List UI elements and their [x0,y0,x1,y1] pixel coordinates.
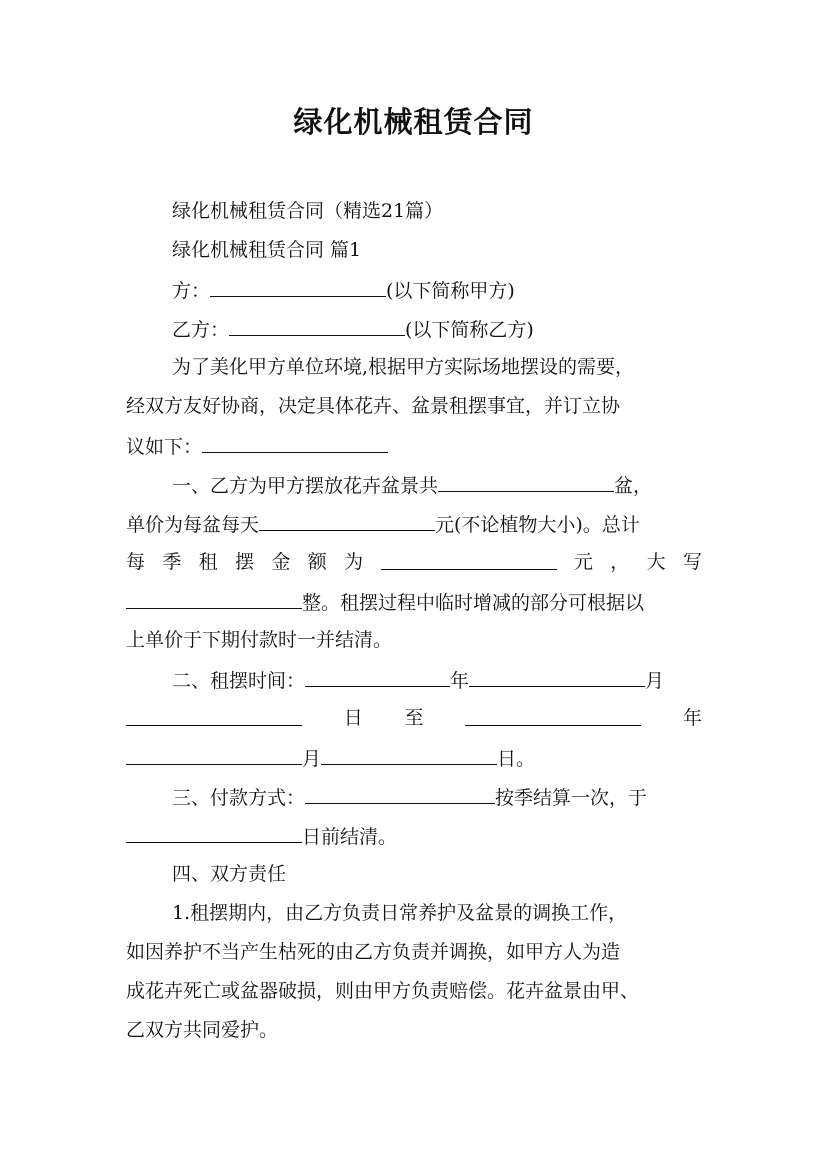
char: ， [610,551,630,573]
end-month-label: 月 [302,748,322,770]
party-a-label: 方： [172,280,211,302]
section-heading: 绿化机械租赁合同 篇1 [172,239,362,261]
clause-3-line-2 [126,816,702,855]
party-b-label: 乙方： [172,319,230,341]
start-year-blank [305,660,450,687]
start-month-blank [469,660,645,687]
end-day-label: 日。 [497,748,536,770]
char: 每 [126,551,146,573]
unit-price-label: 单价为每盆每天 [126,514,260,536]
end-month-blank [126,738,302,765]
clause-1-line-4 [126,582,702,621]
year-label: 年 [450,670,470,692]
char: 金 [271,551,291,573]
clause-1-line-1 [126,465,702,504]
season-total-blank [381,543,557,570]
char: 季 [162,551,182,573]
end-day-blank [321,738,497,765]
char: 租 [198,551,218,573]
party-a-blank [210,270,386,297]
clause-1-text: 一、乙方为甲方摆放花卉盆景共 [172,475,439,497]
clause-1-line-3 [126,543,702,582]
clause-3-line-1 [126,777,702,816]
amount-in-words-blank [126,582,302,609]
payment-end-text: 日前结清。 [302,826,398,848]
party-b-line [126,309,702,348]
intro-line-3-text: 议如下： [126,436,203,458]
clause-4-line-1: 1.租摆期内，由乙方负责日常养护及盆景的调换工作， [172,902,628,924]
char: 为 [344,551,364,573]
document-title: 绿化机械租赁合同 [293,105,534,139]
to-label: 至 [404,707,424,729]
intro-blank [202,426,388,453]
clause-2-line-1 [126,660,702,699]
payment-mid-text: 按季结算一次，于 [495,787,648,809]
char: 写 [682,551,702,573]
pot-count-blank [438,465,614,492]
intro-line-1: 为了美化甲方单位环境,根据甲方实际场地摆设的需要， [172,356,635,378]
day-label: 日 [343,707,363,729]
intro-line-3 [126,426,702,465]
payment-label: 三、付款方式： [172,787,306,809]
clause-1-line-5: 上单价于下期付款时一并结清。 [126,629,393,651]
unit-price-blank [259,504,435,531]
char: 大 [646,551,666,573]
clause-1-line-2 [126,504,702,543]
char: 元 [573,551,593,573]
clause-1-unit: 盆， [614,475,653,497]
party-a-suffix: (以下简称甲方) [386,280,515,302]
end-year-blank [465,699,641,726]
document-body [126,192,702,1050]
payment-method-blank [305,777,495,804]
char: 摆 [235,551,255,573]
clause-4-line-2: 如因养护不当产生枯死的由乙方负责并调换，如甲方人为造 [126,941,621,963]
intro-line-2: 经双方友好协商，决定具体花卉、盆景租摆事宜，并订立协 [126,395,621,417]
clause-2-line-2 [126,699,702,738]
start-day-blank [126,699,302,726]
subtitle: 绿化机械租赁合同（精选21篇） [172,200,444,222]
month-label: 月 [645,670,665,692]
end-year-label: 年 [682,707,702,729]
unit-price-suffix: 元(不论植物大小)。总计 [435,514,640,536]
char: 额 [307,551,327,573]
clause-1-line-4-text: 整。租摆过程中临时增减的部分可根据以 [302,592,645,614]
party-b-suffix: (以下简称乙方) [405,319,534,341]
party-b-blank [229,309,405,336]
payment-date-blank [126,816,302,843]
clause-4-line-3: 成花卉死亡或盆器破损，则由甲方负责赔偿。花卉盆景由甲、 [126,980,640,1002]
clause-4-heading: 四、双方责任 [172,863,287,885]
clause-2-line-3 [126,738,702,777]
party-a-line [126,270,702,309]
clause-4-line-4: 乙双方共同爱护。 [126,1019,279,1041]
rental-time-label: 二、租摆时间： [172,670,306,692]
